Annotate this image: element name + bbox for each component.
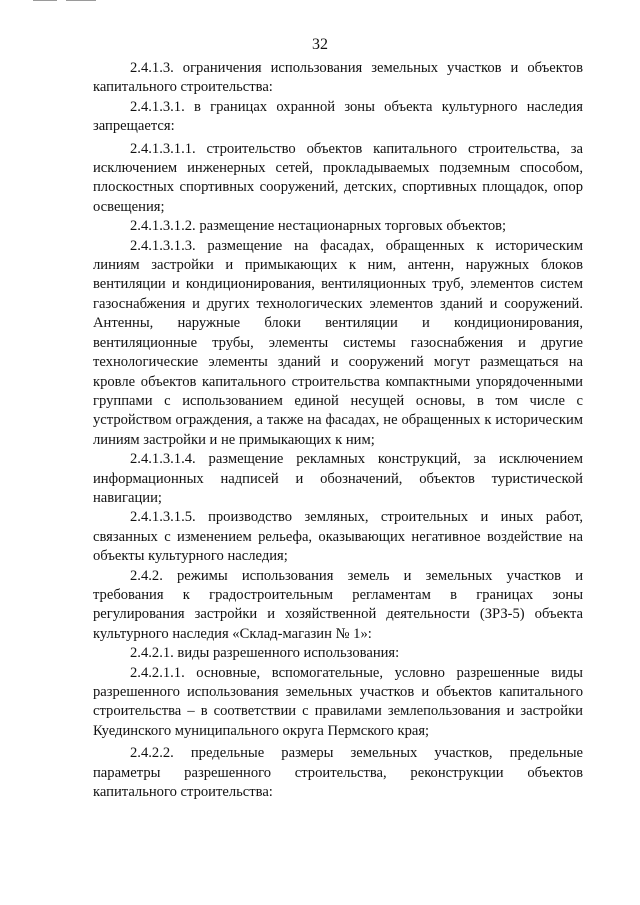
clause-2-4-2-1: 2.4.2.1. виды разрешенного использования: bbox=[130, 645, 400, 662]
scan-edge-mark bbox=[66, 0, 96, 1]
clause-2-4-1-3-1-3: 2.4.1.3.1.3. размещение на фасадах, обращенных к историческим линиям застройки и примыкающих к ним, антенн, наружных блоков вентиляции и кондиционирования, вентиляционных труб, элементов систем газоснабжения и других технологических элементов зданий и сооружений. Антенны, наружные блоки вентиляции и кондиционирования, вентиляционные трубы, элементы системы газоснабжения и другие технологические элементы зданий и сооружений могут размещаться на кровле объектов капитального строительства компактными упорядоченными группами с использованием единой несущей основы, в том числе с устройством ограждения, а также на фасадах, не обращенных к историческим линиям застройки и не примыкающих к ним; bbox=[93, 237, 583, 448]
clause-2-4-2-1-1: 2.4.2.1.1. основные, вспомогательные, условно разрешенные виды разрешенного использования земельных участков и объектов капитального строительства – в соответствии с правилами землепользования и застройки Куединского муниципального округа Пермского края; bbox=[93, 664, 583, 739]
scan-edge-mark bbox=[33, 0, 57, 1]
clause-2-4-1-3-1-1: 2.4.1.3.1.1. строительство объектов капитального строительства, за исключением инженерных сетей, прокладываемых подземным способом, плоскостных спортивных сооружений, детских, спортивных площадок, опор освещения; bbox=[93, 140, 583, 215]
clause-2-4-1-3-1: 2.4.1.3.1. в границах охранной зоны объекта культурного наследия запрещается: bbox=[93, 98, 583, 135]
clause-2-4-1-3: 2.4.1.3. ограничения использования земельных участков и объектов капитального строительства: bbox=[93, 60, 583, 96]
clause-2-4-2: 2.4.2. режимы использования земель и земельных участков и требования к градостроительным регламентам в границах зоны регулирования застройки и хозяйственной деятельности (ЗРЗ-5) объекта культурного наследия «Склад-магазин № 1»: bbox=[93, 567, 583, 642]
clause-2-4-1-3-1-4: 2.4.1.3.1.4. размещение рекламных конструкций, за исключением информационных надписей и обозначений, объектов туристической навигации; bbox=[93, 451, 583, 506]
clause-2-4-1-3-1-5: 2.4.1.3.1.5. производство земляных, строительных и иных работ, связанных с изменением рельефа, оказывающих негативное воздействие на объекты культурного наследия; bbox=[93, 509, 583, 565]
document-body bbox=[93, 59, 583, 802]
clause-2-4-1-3-1-2: 2.4.1.3.1.2. размещение нестационарных торговых объектов; bbox=[130, 218, 507, 235]
clause-2-4-2-2: 2.4.2.2. предельные размеры земельных участков, предельные параметры разрешенного строительства, реконструкции объектов капитального строительства: bbox=[93, 745, 583, 801]
page-number: 32 bbox=[312, 36, 328, 53]
